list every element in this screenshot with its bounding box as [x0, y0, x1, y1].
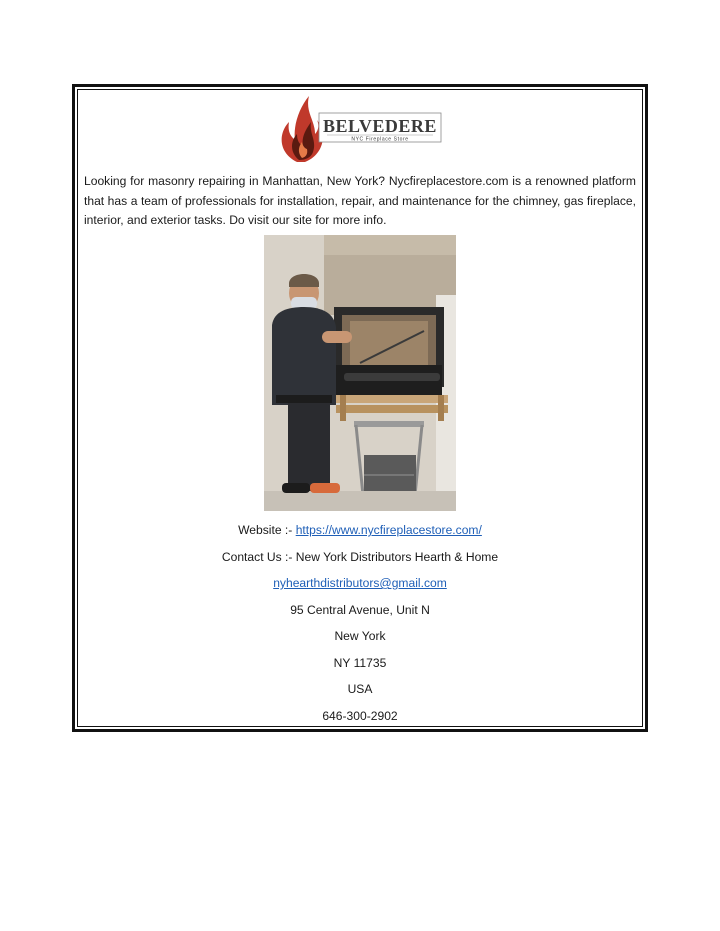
country-line: USA [347, 682, 373, 696]
website-label: Website :- [238, 523, 296, 537]
website-line [0, 522, 720, 538]
city-line: New York [334, 629, 386, 643]
website-link[interactable]: https://www.nycfireplacestore.com/ [295, 523, 482, 537]
flame-icon [282, 96, 323, 162]
technician-fireplace-photo [264, 235, 456, 511]
contact-us-line: Contact Us :- New York Distributors Hearth & Home [221, 550, 499, 564]
email-link[interactable]: nyhearthdistributors@gmail.com [273, 576, 447, 590]
address-line: 95 Central Avenue, Unit N [290, 603, 430, 617]
state-zip-line: NY 11735 [333, 656, 387, 670]
belvedere-logo [275, 94, 445, 164]
email-line [0, 575, 720, 591]
phone-line: 646-300-2902 [322, 709, 398, 723]
logo-brand-text: BELVEDERE [323, 116, 437, 136]
logo-tagline-text: NYC Fireplace Store [351, 136, 409, 143]
intro-paragraph: Looking for masonry repairing in Manhattan, New York? Nycfireplacestore.com is a renowned platform that has a team of professionals for installation, repair, and maintenance for the chimney, gas fireplace, interior, and exterior tasks. Do visit our site for more info. [84, 174, 636, 227]
